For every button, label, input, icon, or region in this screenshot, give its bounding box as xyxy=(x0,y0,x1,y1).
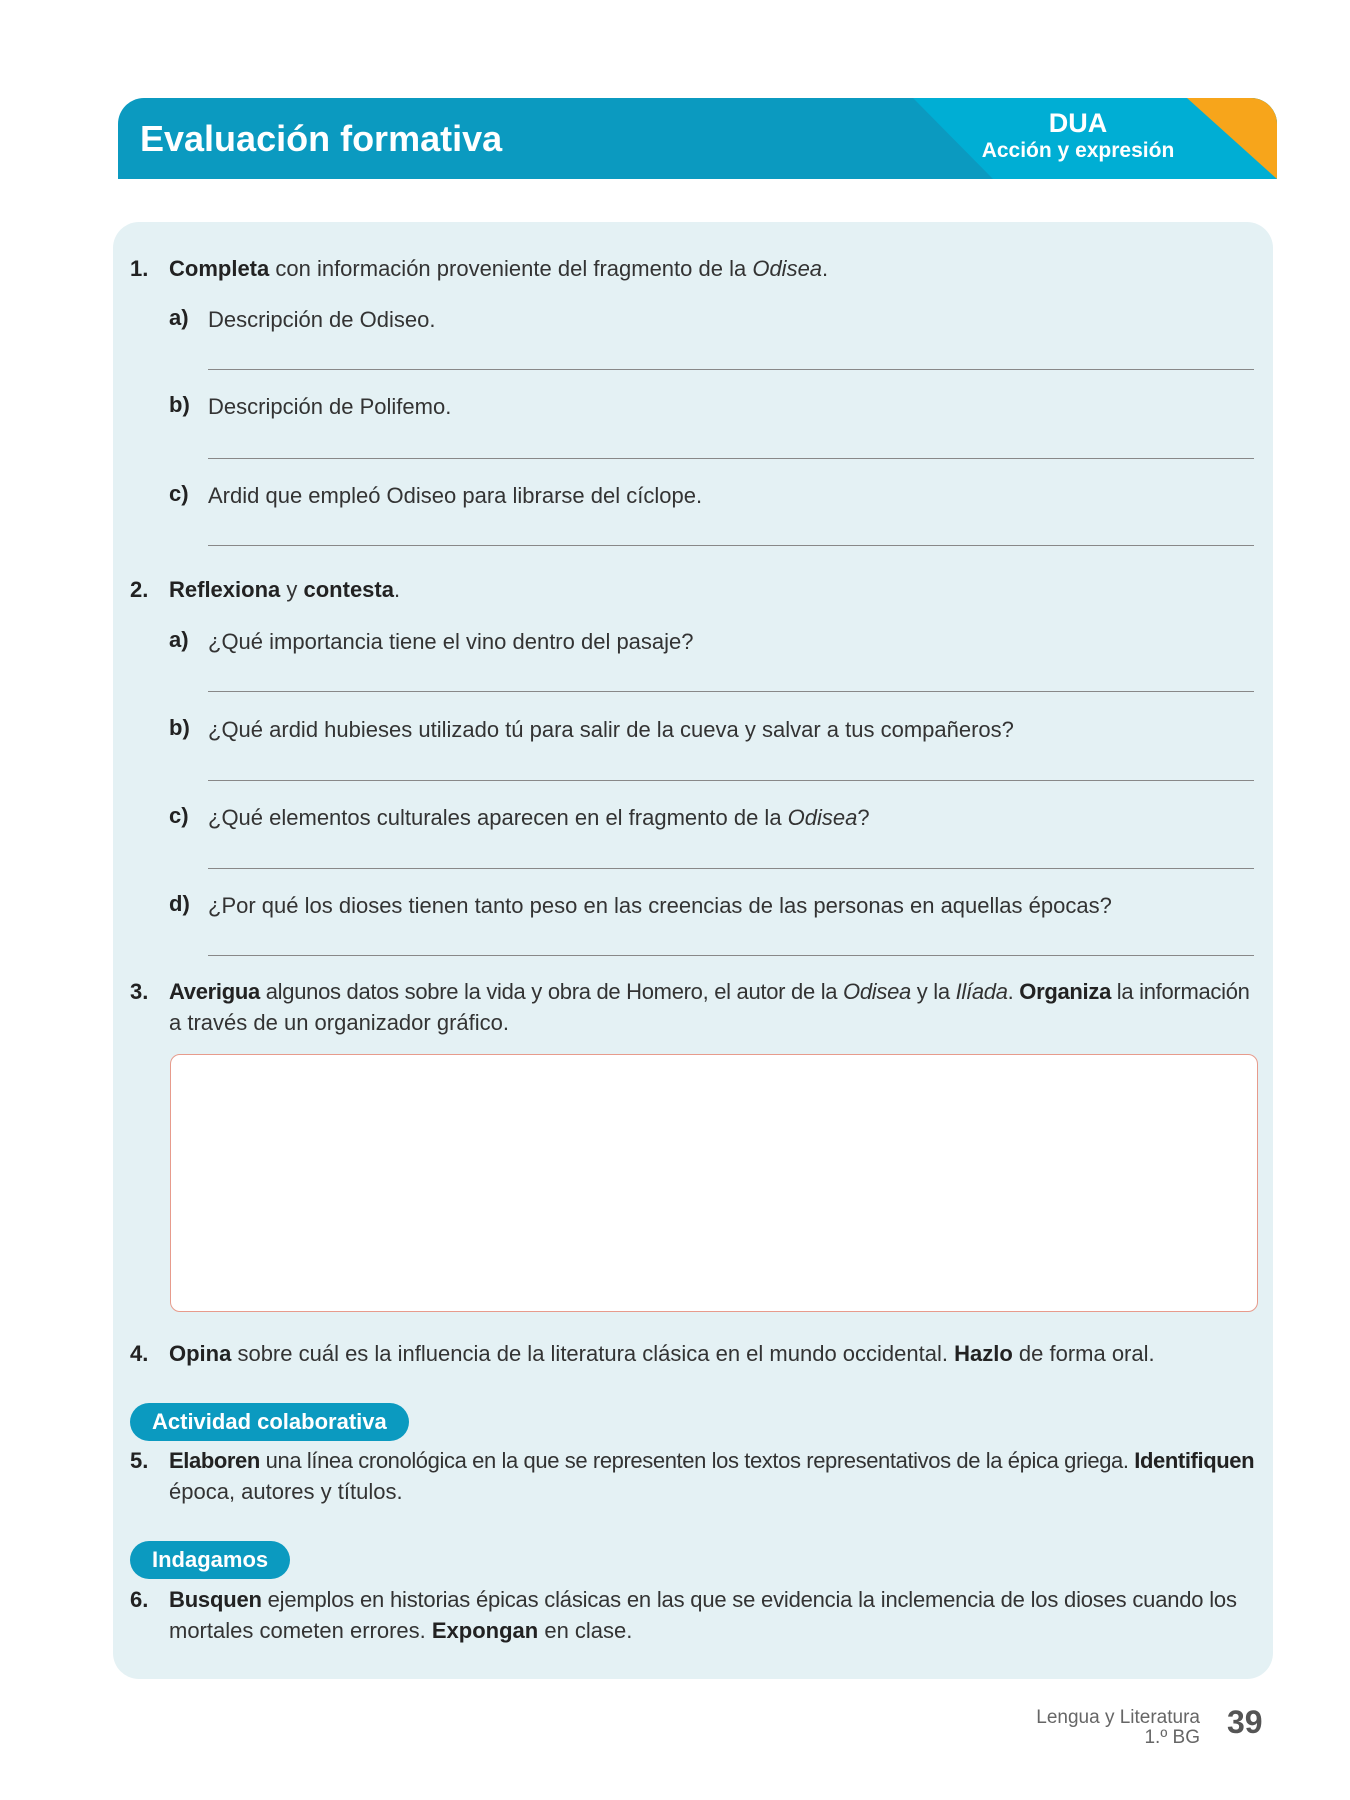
answer-line[interactable] xyxy=(208,691,1254,692)
q3-prompt: Averigua algunos datos sobre la vida y obra de Homero, el autor de la Odisea y la Ilíada. Organiza la información xyxy=(169,979,1250,1004)
section-title: Evaluación formativa xyxy=(140,118,503,159)
answer-line[interactable] xyxy=(208,868,1254,869)
answer-line[interactable] xyxy=(208,369,1254,370)
q4-number: 4. xyxy=(130,1341,149,1366)
q2a-label: a) xyxy=(169,627,189,652)
q2c-label: c) xyxy=(169,803,189,828)
q1-prompt: Completa con información proveniente del fragmento de la Odisea. xyxy=(169,256,829,281)
q1b-text: Descripción de Polifemo. xyxy=(208,394,452,419)
q2-prompt: Reflexiona y contesta. xyxy=(169,577,401,602)
q1a-label: a) xyxy=(169,305,189,330)
answer-line[interactable] xyxy=(208,780,1254,781)
q6-prompt: Busquen ejemplos en historias épicas clásicas en las que se evidencia la inclemencia de los dioses cuando los xyxy=(169,1587,1237,1612)
q2-number: 2. xyxy=(130,577,149,602)
dua-title: DUA xyxy=(1048,108,1108,138)
q4-prompt: Opina sobre cuál es la influencia de la literatura clásica en el mundo occidental. Hazlo de forma oral. xyxy=(169,1341,1155,1366)
answer-line[interactable] xyxy=(208,458,1254,459)
q3-prompt-line2: a través de un organizador gráfico. xyxy=(169,1010,509,1035)
q1a-text: Descripción de Odiseo. xyxy=(208,307,436,332)
dua-label xyxy=(978,108,1178,163)
q5-number: 5. xyxy=(130,1448,149,1473)
q1c-text: Ardid que empleó Odiseo para librarse del cíclope. xyxy=(208,483,703,508)
dua-subtitle: Acción y expresión xyxy=(981,139,1175,162)
q2c-text: ¿Qué elementos culturales aparecen en el fragmento de la Odisea? xyxy=(208,805,870,830)
collaborative-activity-badge: Actividad colaborativa xyxy=(130,1403,409,1441)
q2a-text: ¿Qué importancia tiene el vino dentro del pasaje? xyxy=(208,629,694,654)
q1c-label: c) xyxy=(169,481,189,506)
q5-prompt-line2: época, autores y títulos. xyxy=(169,1479,403,1504)
indagamos-badge: Indagamos xyxy=(130,1541,290,1579)
q6-prompt-line2: mortales cometen errores. Expongan en clase. xyxy=(169,1618,633,1643)
page-number: 39 xyxy=(1227,1704,1263,1740)
graphic-organizer-box[interactable] xyxy=(170,1054,1258,1312)
q2d-text: ¿Por qué los dioses tienen tanto peso en las creencias de las personas en aquellas épocas? xyxy=(208,893,1112,918)
grade-level: 1.º BG xyxy=(1144,1727,1200,1748)
q2b-label: b) xyxy=(169,715,190,740)
q2d-label: d) xyxy=(169,891,190,916)
q1-number: 1. xyxy=(130,256,149,281)
q6-number: 6. xyxy=(130,1587,149,1612)
footer-subject xyxy=(1036,1708,1200,1748)
q5-prompt: Elaboren una línea cronológica en la que se representen los textos representativos de la épica griega. Identifiquen xyxy=(169,1448,1255,1473)
answer-line[interactable] xyxy=(208,545,1254,546)
q3-number: 3. xyxy=(130,979,149,1004)
section-header xyxy=(118,98,1277,179)
q1b-label: b) xyxy=(169,392,190,417)
subject-name: Lengua y Literatura xyxy=(1036,1707,1200,1728)
answer-line[interactable] xyxy=(208,955,1254,956)
q2b-text: ¿Qué ardid hubieses utilizado tú para salir de la cueva y salvar a tus compañeros? xyxy=(208,717,1014,742)
